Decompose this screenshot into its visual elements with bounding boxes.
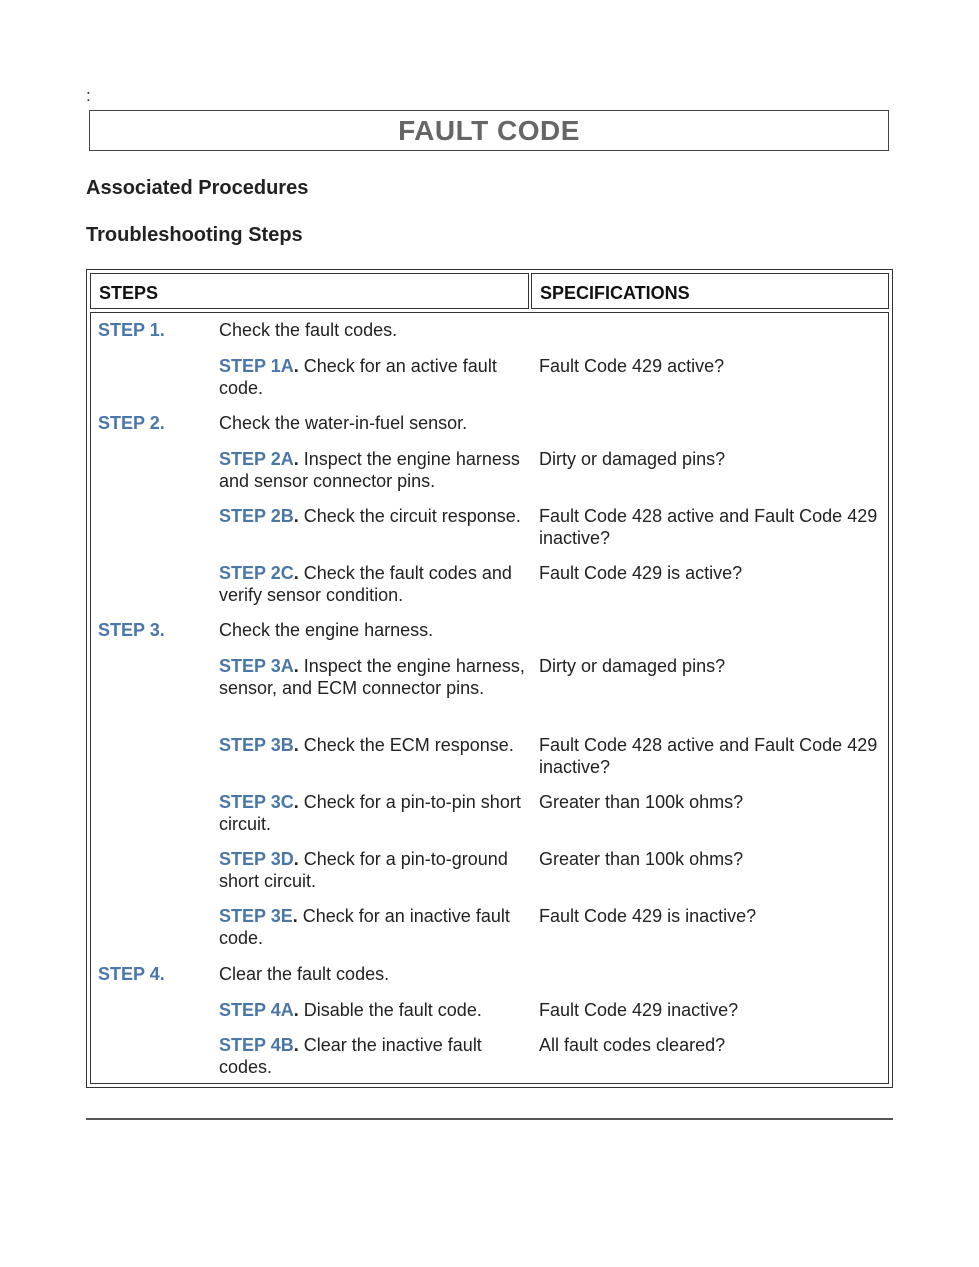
substep-period: . [292,906,298,926]
substep-link[interactable]: STEP 3A [219,656,294,676]
substep-link[interactable]: STEP 4A [219,1000,294,1020]
substep-text: Check for an active fault code. [219,356,497,398]
substep-period: . [293,1035,299,1055]
step-link[interactable]: STEP 4. [98,964,165,984]
specification-text: Fault Code 429 active? [539,356,725,376]
page-colon: : [86,86,91,105]
substep-link[interactable]: STEP 2A [219,449,294,469]
substep-text: Check the circuit response. [298,506,521,526]
steps-column-header: STEPS [90,273,529,309]
substep-description [219,1000,529,1022]
substep-period: . [293,356,299,376]
title-box [89,110,889,151]
specifications-column-header: SPECIFICATIONS [531,273,889,309]
substep-description [219,1035,529,1078]
substep-text: Check for an inactive fault code. [219,906,510,948]
substep-text: Check for a pin-to-pin short circuit. [219,792,521,834]
substep-description [219,849,529,892]
substep-text: Disable the fault code. [298,1000,482,1020]
page-title: FAULT CODE [398,114,580,146]
step-text: Clear the fault codes. [219,964,390,984]
substep-link[interactable]: STEP 2B [219,506,294,526]
substep-period: . [293,449,299,469]
substep-text: Clear the inactive fault codes. [219,1035,482,1077]
substep-description [219,449,529,492]
specification-text: Fault Code 428 active and Fault Code 429 inactive? [539,506,878,548]
substep-period: . [293,563,299,583]
bottom-divider [86,1118,893,1120]
specification-text: Dirty or damaged pins? [539,656,726,676]
specification-text: Greater than 100k ohms? [539,792,744,812]
substep-period: . [293,792,299,812]
substep-description [219,906,529,949]
substep-link[interactable]: STEP 3E [219,906,293,926]
specification-text: Fault Code 429 is active? [539,563,743,583]
step-text: Check the fault codes. [219,320,398,340]
substep-description [219,506,529,528]
substep-text: Check the fault codes and verify sensor condition. [219,563,512,605]
substep-period: . [293,735,299,755]
troubleshooting-table [86,269,893,1088]
substep-link[interactable]: STEP 2C [219,563,294,583]
specification-text: Fault Code 428 active and Fault Code 429 inactive? [539,735,878,777]
substep-link[interactable]: STEP 3C [219,792,294,812]
specification-text: Dirty or damaged pins? [539,449,726,469]
substep-link[interactable]: STEP 1A [219,356,294,376]
substep-period: . [293,656,299,676]
substep-text: Check for a pin-to-ground short circuit. [219,849,508,891]
substep-link[interactable]: STEP 3B [219,735,294,755]
substep-description [219,563,529,606]
associated-procedures-heading: Associated Procedures [86,177,309,199]
step-text: Check the water-in-fuel sensor. [219,413,468,433]
substep-link[interactable]: STEP 4B [219,1035,294,1055]
table-body [90,312,889,1084]
substep-text: Inspect the engine harness and sensor connector pins. [219,449,520,491]
specification-text: All fault codes cleared? [539,1035,726,1055]
substep-link[interactable]: STEP 3D [219,849,294,869]
substep-period: . [293,1000,299,1020]
step-link[interactable]: STEP 2. [98,413,165,433]
substep-text: Inspect the engine harness, sensor, and ECM connector pins. [219,656,525,698]
specification-text: Fault Code 429 is inactive? [539,906,757,926]
troubleshooting-steps-heading: Troubleshooting Steps [86,224,303,246]
specification-text: Fault Code 429 inactive? [539,1000,739,1020]
specification-text: Greater than 100k ohms? [539,849,744,869]
substep-description [219,656,529,699]
step-text: Check the engine harness. [219,620,434,640]
substep-description [219,792,529,835]
substep-text: Check the ECM response. [298,735,514,755]
substep-description [219,356,529,399]
substep-period: . [293,506,299,526]
step-link[interactable]: STEP 1. [98,320,165,340]
substep-period: . [293,849,299,869]
substep-description [219,735,529,757]
step-link[interactable]: STEP 3. [98,620,165,640]
